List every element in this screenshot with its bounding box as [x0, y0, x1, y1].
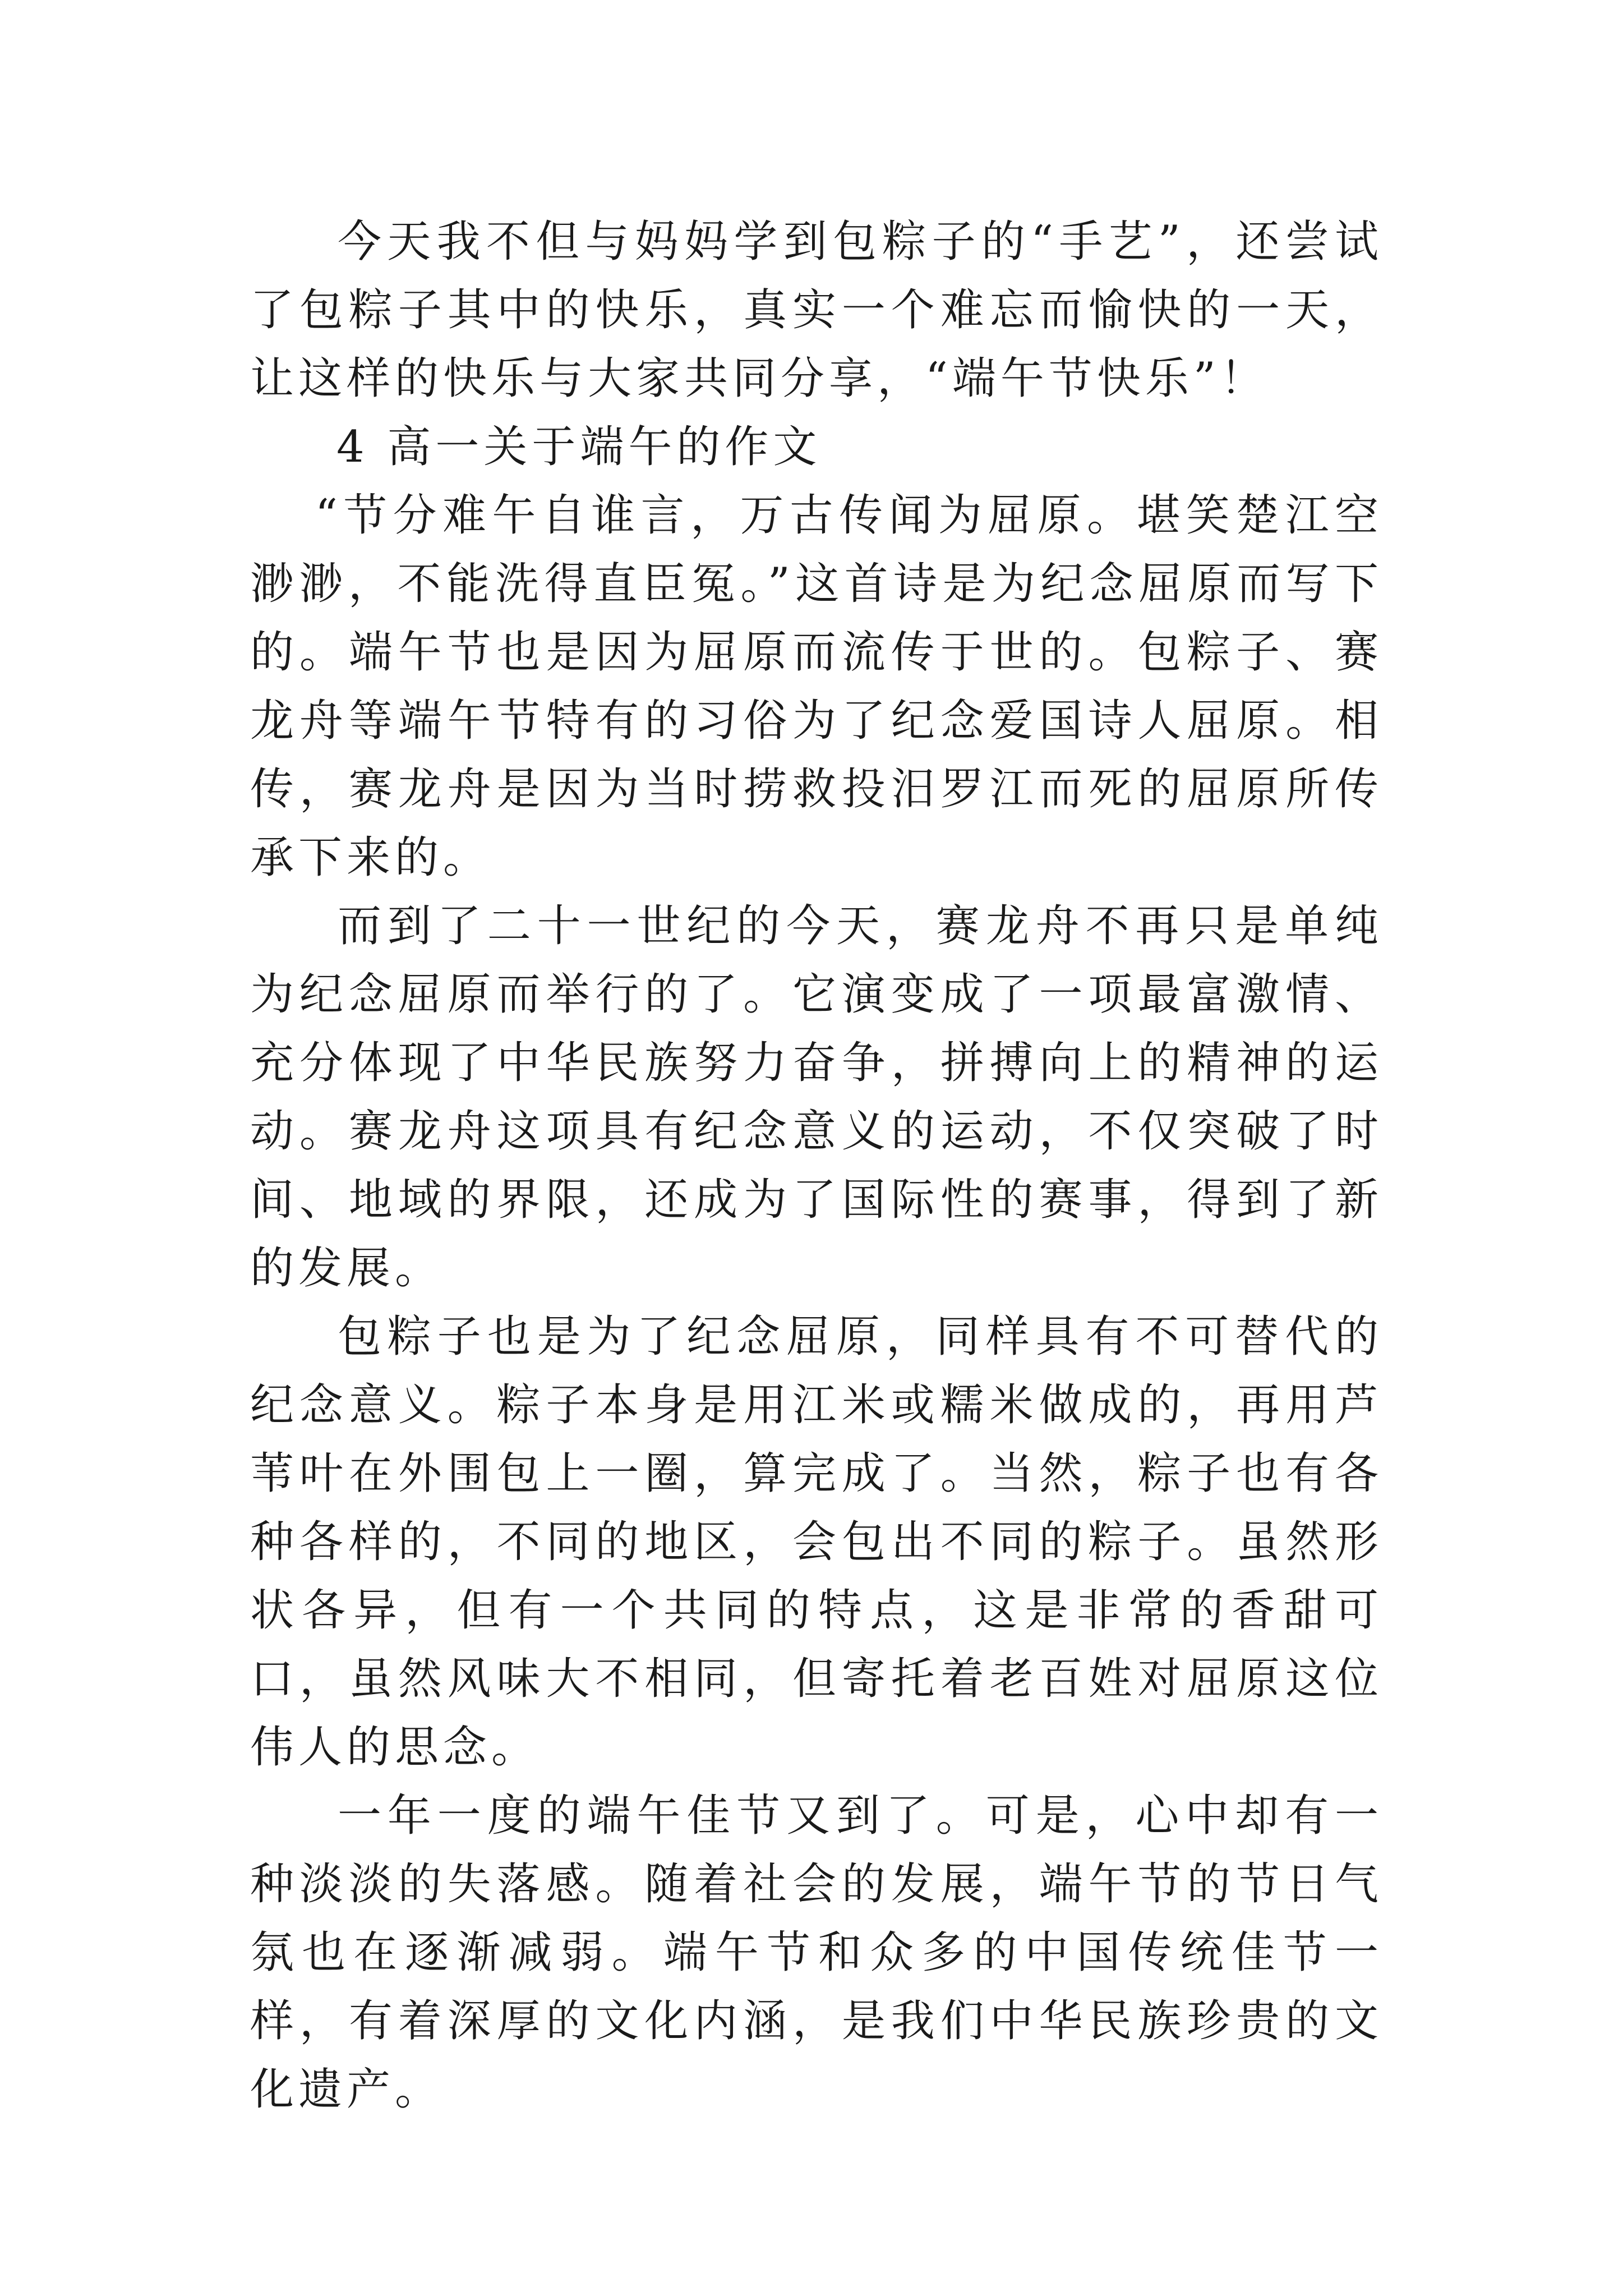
- paragraph-closing-happiness: 今天我不但与妈妈学到包粽子的“手艺”，还尝试了包粽子其中的快乐，真实一个难忘而愉快的一天，让这样的快乐与大家共同分享，“端午节快乐”！: [250, 217, 1383, 404]
- paragraph-poem-quote: “节分难午自谁言，万古传闻为屈原。堪笑楚江空渺渺，不能洗得直臣冤。”这首诗是为纪念屈原而写下的。端午节也是因为屈原而流传于世的。包粽子、赛龙舟等端午节特有的习俗为了纪念爱国诗人屈原。相传，赛龙舟是因为当时捞救投汨罗江而死的屈原所传承下来的。: [250, 490, 1383, 883]
- paragraph-festival-heritage: 一年一度的端午佳节又到了。可是，心中却有一种淡淡的失落感。随着社会的发展，端午节的节日气氛也在逐渐减弱。端午节和众多的中国传统佳节一样，有着深厚的文化内涵，是我们中华民族珍贵的文化遗产。: [250, 1791, 1383, 2115]
- paragraph-dragon-boat: 而到了二十一世纪的今天，赛龙舟不再只是单纯为纪念屈原而举行的了。它演变成了一项最富激情、充分体现了中华民族努力奋争，拼搏向上的精神的运动。赛龙舟这项具有纪念意义的运动，不仅突破了时间、地域的界限，还成为了国际性的赛事，得到了新的发展。: [250, 901, 1383, 1294]
- paragraph-zongzi: 包粽子也是为了纪念屈原，同样具有不可替代的纪念意义。粽子本身是用江米或糯米做成的，再用芦苇叶在外围包上一圈，算完成了。当然，粽子也有各种各样的，不同的地区，会包出不同的粽子。虽然形状各异，但有一个共同的特点，这是非常的香甜可口，虽然风味大不相同，但寄托着老百姓对屈原这位伟人的思念。: [250, 1312, 1383, 1773]
- document-body: [250, 208, 1383, 2124]
- section-heading: 4 高一关于端午的作文: [336, 422, 822, 472]
